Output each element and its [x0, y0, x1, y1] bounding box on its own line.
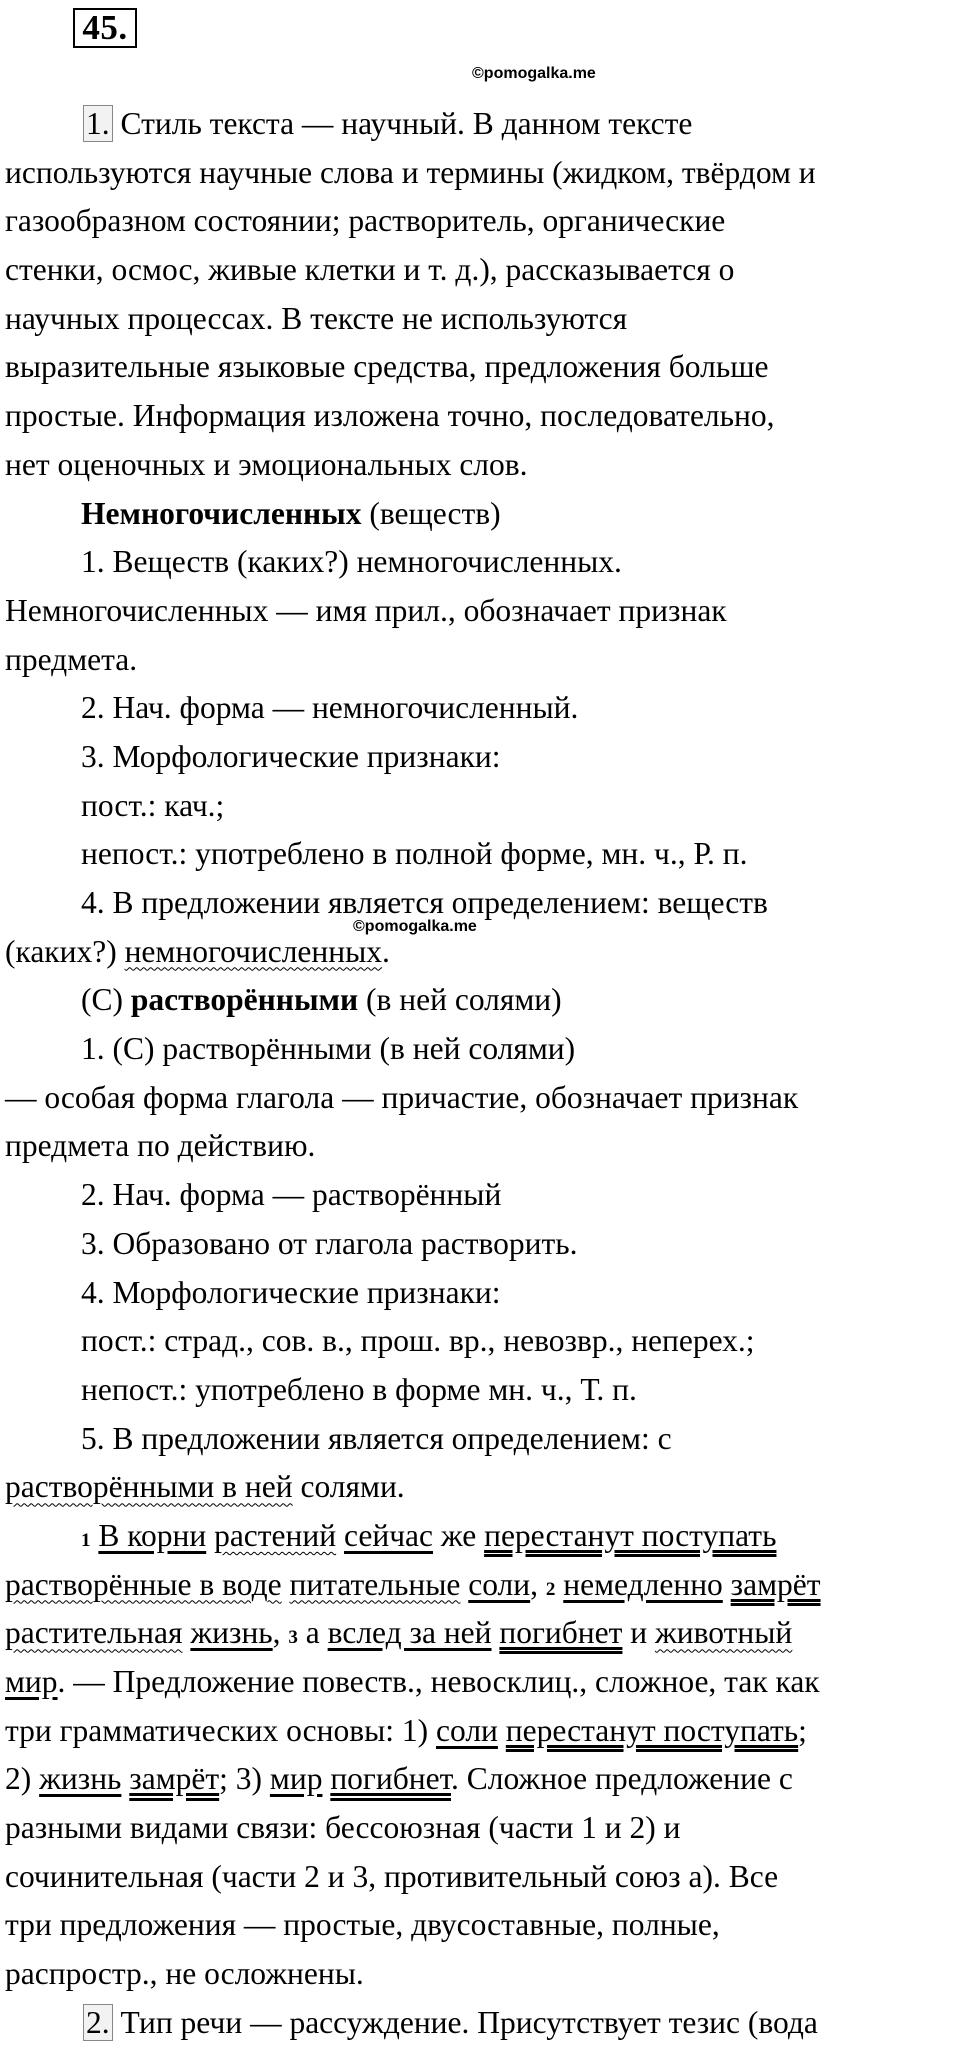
text-line: 2. Нач. форма — растворённый	[81, 1177, 502, 1213]
attribute-underline: немногочисленных	[124, 933, 383, 969]
sentence-line: растворённые в воде питательные соли, 2 немедленно замрёт	[5, 1566, 821, 1602]
sentence-line: мир. — Предложение повеств., невосклиц., сложное, так как	[5, 1664, 820, 1699]
text-line: — особая форма глагола — причастие, обозначает признак	[5, 1079, 799, 1115]
text-line: непост.: употреблено в полной форме, мн. ч., Р. п.	[81, 836, 748, 872]
text-line: сочинительная (части 2 и 3, противительный союз а). Все	[5, 1858, 779, 1894]
text-line: три предложения — простые, двусоставные, полные,	[5, 1907, 720, 1943]
text-line: 1. Стиль текста — научный. В данном тексте	[5, 100, 957, 149]
sentence-line: растительная жизнь, 3 а вслед за ней погибнет и животный	[5, 1615, 793, 1651]
paragraph-marker: 2.	[83, 2004, 113, 2041]
text-line: стенки, осмос, живые клетки и т. д.), рассказывается о	[5, 252, 735, 288]
text-line: предмета по действию.	[5, 1128, 316, 1164]
attribute-underline: растворёнными в ней	[5, 1469, 293, 1505]
text-line: простые. Информация изложена точно, последовательно,	[5, 398, 775, 434]
text-line: используются научные слова и термины (жидком, твёрдом и	[5, 154, 816, 190]
clause-marker: 3	[288, 1627, 298, 1649]
paragraph-marker: 1.	[83, 105, 113, 142]
text-line: 2. Нач. форма — немногочисленный.	[81, 690, 579, 726]
answer-text	[5, 100, 957, 2048]
text-line: 1. Веществ (каких?) немногочисленных.	[81, 544, 622, 580]
text-line: 4. Морфологические признаки:	[81, 1274, 501, 1310]
text-line: 3. Морфологические признаки:	[81, 738, 501, 774]
clause-marker: 2	[545, 1578, 556, 1600]
text-line: разными видами связи: бессоюзная (части 1 и 2) и	[5, 1810, 681, 1846]
text-line: нет оценочных и эмоциональных слов.	[5, 446, 528, 482]
text-line: 1. (С) растворёнными (в ней солями)	[81, 1031, 576, 1067]
text-line: пост.: страд., сов. в., прош. вр., невозвр., неперех.;	[81, 1323, 755, 1359]
text-line: распростр., не осложнены.	[5, 1956, 364, 1992]
text-line: 3. Образовано от глагола растворить.	[81, 1225, 578, 1261]
text-line: Немногочисленных — имя прил., обозначает признак	[5, 592, 727, 628]
exercise-number: 45.	[73, 8, 137, 48]
sentence-line: 2) жизнь замрёт; 3) мир погибнет. Сложное предложение с	[5, 1761, 793, 1797]
text-line: научных процессах. В тексте не используются	[5, 300, 628, 336]
clause-marker: 1	[81, 1529, 91, 1551]
text-line: выразительные языковые средства, предложения больше	[5, 349, 769, 385]
text-line: предмета.	[5, 641, 138, 677]
text-line: (каких?) немногочисленных.	[5, 933, 390, 969]
text-line: 4. В предложении является определением: веществ	[81, 885, 768, 920]
watermark-middle: ©pomogalka.me	[353, 918, 477, 935]
text-line: непост.: употреблено в форме мн. ч., Т. п.	[81, 1371, 637, 1407]
word-heading: (С) растворёнными (в ней солями)	[81, 982, 562, 1018]
sentence-line: 1 В корни растений сейчас же перестанут поступать	[81, 1517, 777, 1553]
text-line: 5. В предложении является определением: с	[81, 1420, 672, 1456]
watermark-top: ©pomogalka.me	[472, 65, 596, 82]
text-line: растворёнными в ней солями.	[5, 1469, 405, 1505]
sentence-line: три грамматических основы: 1) соли перестанут поступать;	[5, 1712, 807, 1748]
text-line: газообразном состоянии; растворитель, органические	[5, 203, 726, 239]
word-heading: Немногочисленных (веществ)	[81, 495, 501, 531]
text-line: 2. Тип речи — рассуждение. Присутствует тезис (вода	[5, 1999, 957, 2048]
text-line: пост.: кач.;	[81, 787, 225, 823]
